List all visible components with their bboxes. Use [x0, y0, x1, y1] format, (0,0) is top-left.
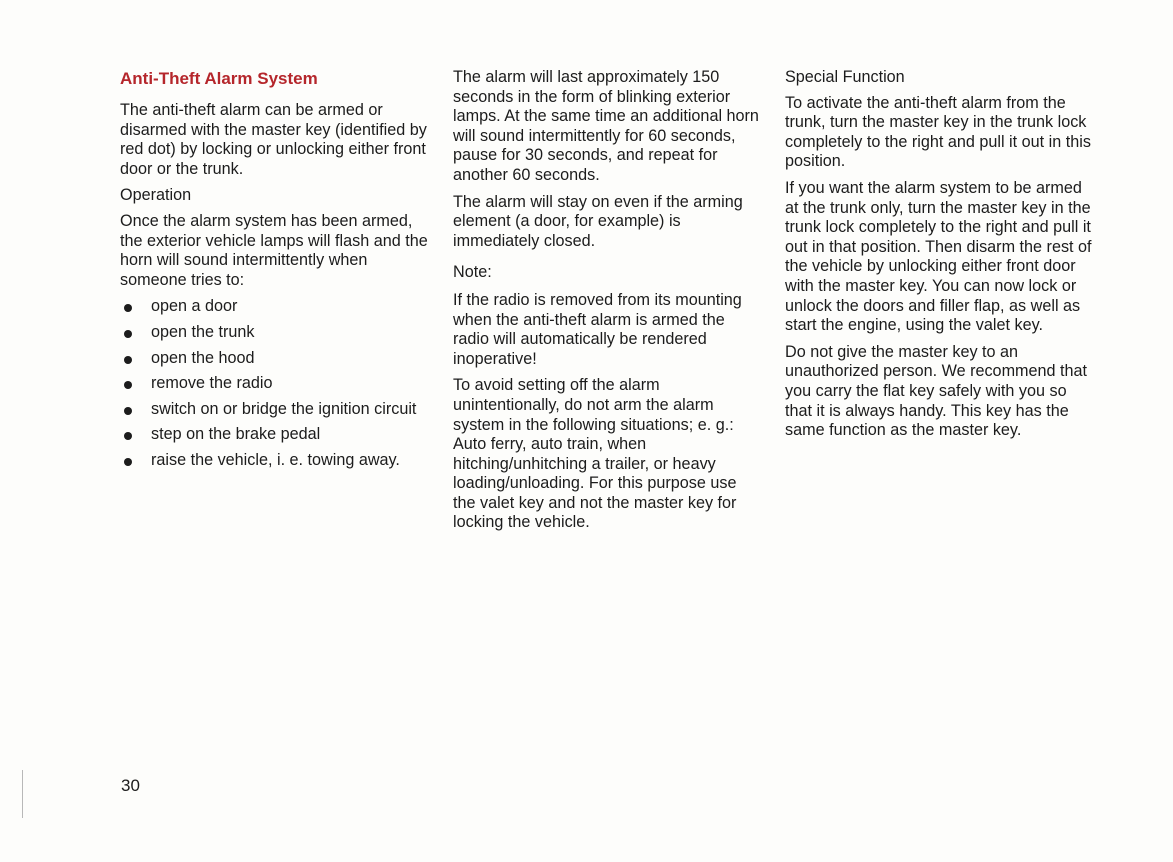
page-number: 30 — [121, 776, 140, 795]
section-heading: Anti-Theft Alarm System — [120, 69, 318, 88]
activate-trunk-paragraph: To activate the anti-theft alarm from the trunk, turn the master key in the trunk lock completely to the right and pull it out in this position. — [785, 93, 1091, 171]
note-paragraph: If the radio is removed from its mounting when the anti-theft alarm is armed the radio will automatically be rendered inoperative! — [453, 290, 742, 368]
alarm-stays-paragraph: The alarm will stay on even if the arming element (a door, for example) is immediately closed. — [453, 192, 743, 250]
list-item: switch on or bridge the ignition circuit — [120, 400, 432, 420]
column-right — [785, 68, 1097, 448]
list-item: raise the vehicle, i. e. towing away. — [120, 451, 432, 471]
list-item: open a door — [120, 297, 432, 317]
page-edge-line — [22, 770, 23, 818]
note-label: Note: — [453, 263, 492, 282]
trunk-only-paragraph: If you want the alarm system to be armed at the trunk only, turn the master key in the trunk lock completely to the right and pull it out in that position. Then disarm the rest of the vehicle by unlocking either front door with the master key. You can now lock or unlock the doors and filler flap, as well as start the engine, using the valet key. — [785, 178, 1092, 335]
column-left — [120, 68, 432, 477]
list-item: open the hood — [120, 349, 432, 369]
avoid-alarm-paragraph: To avoid setting off the alarm unintentionally, do not arm the alarm system in the following situations; e. g.: Auto ferry, auto train, when hitching/unhitching a trailer, or heavy loading/unloading. For this purpose use the valet key and not the master key for locking the vehicle. — [453, 376, 737, 532]
column-middle — [453, 68, 763, 540]
operation-subheading: Operation — [120, 186, 192, 205]
master-key-paragraph: Do not give the master key to an unauthorized person. We recommend that you carry the flat key safely with you so that it is always handy. This key has the same function as the master key. — [785, 342, 1088, 440]
special-function-subheading: Special Function — [785, 68, 905, 86]
operation-paragraph: Once the alarm system has been armed, the exterior vehicle lamps will flash and the horn will sound intermittently when someone tries to: — [120, 211, 428, 289]
alarm-duration-paragraph: The alarm will last approximately 150 seconds in the form of blinking exterior lamps. At the same time an additional horn will sound intermittently for 60 seconds, pause for 30 seconds, and repeat for another 60 seconds. — [453, 68, 759, 184]
trigger-list — [120, 297, 432, 470]
list-item: open the trunk — [120, 323, 432, 343]
list-item: remove the radio — [120, 374, 432, 394]
intro-paragraph: The anti-theft alarm can be armed or disarmed with the master key (identified by red dot) by locking or unlocking either front door or the trunk. — [120, 101, 427, 178]
list-item: step on the brake pedal — [120, 425, 432, 445]
